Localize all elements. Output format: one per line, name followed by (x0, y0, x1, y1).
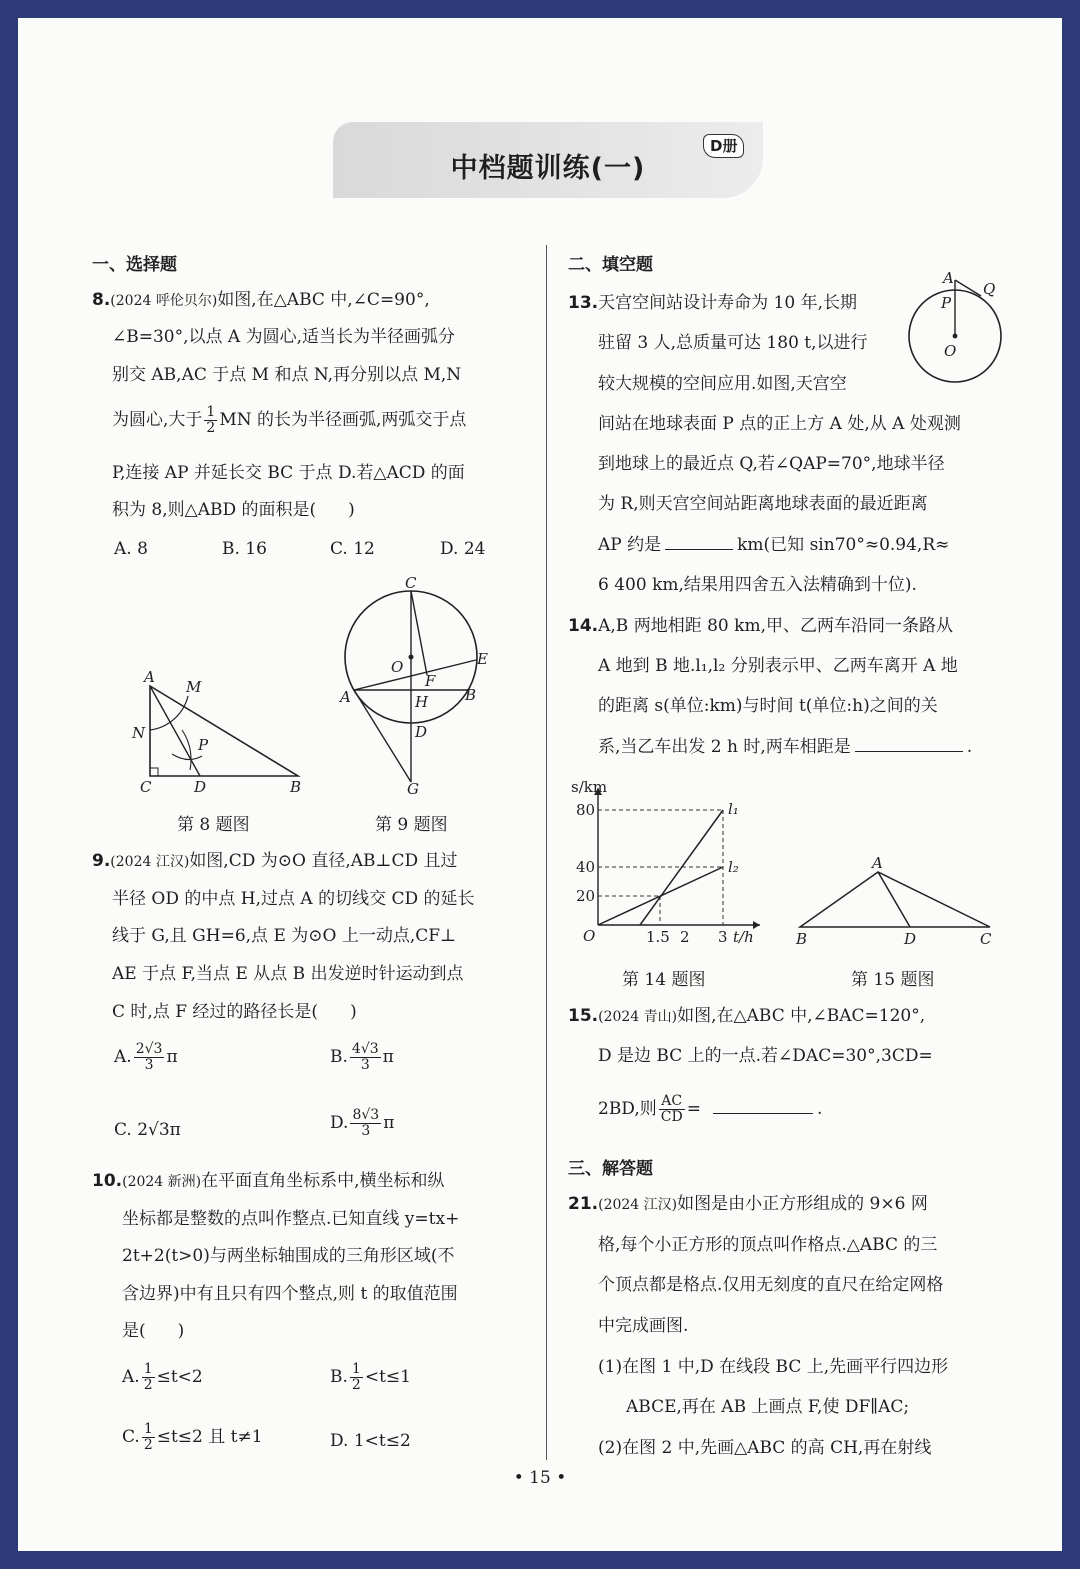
q13-answer-blank[interactable] (665, 533, 733, 550)
q15-text-2: D 是边 BC 上的一点.若∠DAC=30°,3CD= (598, 1046, 933, 1066)
q21-text-2: 格,每个小正方形的顶点叫作格点.△ABC 的三 (598, 1235, 938, 1255)
q10-option-a-den: 2 (143, 1377, 153, 1393)
q21-text-6: ABCE,再在 AB 上画点 F,使 DF∥AC; (626, 1397, 910, 1417)
q9-option-a-pi: π (166, 1047, 178, 1067)
q15-frac-den: CD (660, 1109, 683, 1125)
q15-equals: = (686, 1099, 701, 1119)
q9-option-d-letter: D. (330, 1113, 349, 1133)
q15-label-b: B (796, 930, 808, 948)
q9-text-2: 半径 OD 的中点 H,过点 A 的切线交 CD 的延长 (112, 889, 475, 909)
q9-option-b-pi: π (382, 1047, 394, 1067)
q8-text-4b: MN 的长为半径画弧,两弧交于点 (219, 410, 467, 430)
q8-option-a: A. 8 (114, 539, 148, 559)
q8-figure-caption: 第 8 题图 (177, 815, 250, 835)
q9-label-b: B (465, 686, 477, 704)
q14-label-l2: l₂ (728, 858, 739, 876)
q14-line-4 (598, 735, 972, 758)
q14-tick-2: 2 (680, 928, 690, 946)
q9-label-e: E (477, 650, 488, 668)
q9-option-d-num: 8√3 (352, 1107, 380, 1123)
q9-label-o: O (391, 658, 404, 676)
q9-option-d (330, 1108, 394, 1139)
q15-source: (2024 青山) (598, 1009, 678, 1025)
q10-line-1 (92, 1170, 445, 1193)
q8-label-p: P (198, 736, 209, 754)
page-title: 中档题训练(一) (450, 153, 646, 184)
q10-option-a (122, 1362, 203, 1393)
q10-line-5 (122, 1320, 184, 1342)
q8-paren-close: ) (348, 500, 355, 520)
q9-option-a-num: 2√3 (135, 1041, 163, 1057)
q9-paren-close: ) (350, 1002, 357, 1022)
q8-fraction (204, 405, 217, 436)
q21-text-5: (1)在图 1 中,D 在线段 BC 上,先画平行四边形 (598, 1357, 949, 1377)
q8-text-4a: 为圆心,大于 (112, 410, 203, 430)
q8-line-4 (112, 405, 466, 436)
q14-tick-40: 40 (576, 858, 596, 876)
q15-text-1: 如图,在△ABC 中,∠BAC=120°, (677, 1006, 926, 1026)
q9-label-a: A (340, 688, 351, 706)
q8-source: (2024 呼伦贝尔) (110, 293, 218, 309)
q15-label-c: C (980, 930, 992, 948)
q8-figure (120, 668, 320, 798)
q10-option-b-num: 1 (351, 1361, 361, 1377)
q8-label-m: M (186, 678, 202, 696)
q8-text-3: 别交 AB,AC 于点 M 和点 N,再分别以点 M,N (112, 365, 462, 385)
q15-line-3 (598, 1094, 822, 1125)
q14-number: 14. (568, 616, 599, 636)
q15-label-d: D (904, 930, 917, 948)
q13-number: 13. (568, 293, 599, 313)
q10-option-b-text: <t≤1 (364, 1367, 411, 1387)
q9-option-d-fraction (350, 1108, 381, 1139)
q9-option-b-fraction (350, 1042, 381, 1073)
q14-text-2: A 地到 B 地.l₁,l₂ 分别表示甲、乙两车离开 A 地 (598, 656, 958, 676)
q15-line-1 (568, 1005, 925, 1028)
q8-triangle (150, 686, 298, 776)
q14-line-l2 (598, 867, 723, 925)
q14-figure-caption: 第 14 题图 (622, 970, 706, 990)
q8-label-c: C (140, 778, 152, 796)
q15-frac-num: AC (659, 1094, 685, 1110)
section-choice-heading: 一、选择题 (92, 255, 177, 275)
q9-option-d-den: 3 (361, 1123, 371, 1139)
q13-text-4: 间站在地球表面 P 点的正上方 A 处,从 A 处观测 (598, 414, 961, 434)
q10-option-c-den: 2 (143, 1437, 153, 1453)
q8-number: 8. (92, 290, 111, 310)
q10-option-d: D. 1<t≤2 (330, 1431, 411, 1451)
q9-option-b-letter: B. (330, 1047, 348, 1067)
q9-option-b-den: 3 (360, 1057, 370, 1073)
q13-label-p: P (941, 294, 952, 312)
q9-option-a-den: 3 (144, 1057, 154, 1073)
q13-line-1 (568, 292, 857, 314)
q10-paren-close: ) (177, 1321, 185, 1341)
q10-option-c (122, 1422, 263, 1453)
q8-option-b: B. 16 (222, 539, 267, 559)
q15-fraction (659, 1094, 685, 1125)
section-fill-heading: 二、填空题 (568, 255, 653, 275)
q13-label-o: O (944, 342, 957, 360)
q8-text-2: ∠B=30°,以点 A 为圆心,适当长为半径画弧分 (112, 327, 456, 347)
q9-text-5: C 时,点 F 经过的路径长是( (112, 1002, 319, 1022)
q13-line-aq (955, 280, 981, 296)
q10-source: (2024 新洲) (122, 1174, 202, 1190)
volume-badge: D册 (703, 134, 744, 158)
q8-arc (150, 696, 188, 730)
q15-period: . (816, 1099, 823, 1119)
q10-option-b-fraction (350, 1362, 363, 1393)
q10-option-a-fraction (142, 1362, 155, 1393)
q8-text-6: 积为 8,则△ABD 的面积是( (112, 500, 317, 520)
q9-label-f: F (425, 672, 436, 690)
q14-ylabel: s/km (571, 778, 608, 796)
q13-label-a: A (943, 269, 954, 287)
page-number: • 15 • (513, 1468, 567, 1488)
q15-number: 15. (568, 1006, 599, 1026)
q14-line-1 (568, 615, 953, 637)
q8-arc-p2 (182, 730, 191, 770)
q10-option-c-text: ≤t≤2 且 t≠1 (156, 1427, 263, 1447)
q9-label-d: D (415, 723, 428, 741)
q14-figure (570, 770, 770, 952)
q9-text-1: 如图,CD 为⊙O 直径,AB⊥CD 且过 (189, 851, 458, 871)
q14-period: . (966, 737, 973, 757)
q13-text-7a: AP 约是 (598, 535, 662, 555)
q15-figure-caption: 第 15 题图 (851, 970, 935, 990)
q10-option-b-den: 2 (351, 1377, 361, 1393)
q10-option-c-letter: C. (122, 1427, 140, 1447)
q13-text-7b: km(已知 sin70°≈0.94,R≈ (737, 535, 950, 555)
q8-right-angle (150, 768, 158, 776)
q13-line-7 (598, 533, 949, 556)
q8-line-6 (112, 499, 355, 521)
q15-text-3a: 2BD,则 (598, 1099, 657, 1119)
q9-option-a (114, 1042, 178, 1073)
q9-number: 9. (92, 851, 111, 871)
q9-label-g: G (407, 780, 419, 797)
q9-center-dot (409, 655, 414, 660)
q10-text-5: 是( (122, 1321, 146, 1341)
q14-answer-blank[interactable] (855, 735, 963, 752)
q8-option-d: D. 24 (440, 539, 486, 559)
q8-label-n: N (132, 724, 146, 742)
q15-figure (792, 852, 1002, 952)
q13-center-dot (953, 334, 958, 339)
q14-tick-1-5: 1.5 (646, 928, 670, 946)
q9-line-cf (411, 591, 427, 675)
q9-option-b (330, 1042, 394, 1073)
q8-arc-p1 (172, 754, 202, 760)
q10-text-3: 2t+2(t>0)与两坐标轴围成的三角形区域(不 (122, 1246, 455, 1266)
q21-text-1: 如图是由小正方形组成的 9×6 网 (677, 1194, 928, 1214)
q10-text-2: 坐标都是整数的点叫作整点.已知直线 y=tx+ (122, 1209, 460, 1229)
column-divider (546, 245, 547, 1460)
q10-option-a-letter: A. (122, 1367, 140, 1387)
q9-option-a-fraction (134, 1042, 165, 1073)
q13-text-6: 为 R,则天宫空间站距离地球表面的最近距离 (598, 494, 928, 514)
q10-number: 10. (92, 1171, 123, 1191)
q13-label-q: Q (983, 280, 996, 298)
q8-line-1 (92, 289, 430, 312)
q9-line-ae (354, 660, 476, 690)
q9-line-ag (354, 690, 411, 782)
q10-option-c-fraction (142, 1422, 155, 1453)
q9-line-1 (92, 850, 458, 873)
q8-text-1: 如图,在△ABC 中,∠C=90°, (217, 290, 430, 310)
q9-label-h: H (415, 693, 429, 711)
q21-text-7: (2)在图 2 中,先画△ABC 的高 CH,再在射线 (598, 1438, 932, 1458)
q21-number: 21. (568, 1194, 599, 1214)
q10-option-c-num: 1 (143, 1421, 153, 1437)
q9-text-3: 线于 G,且 GH=6,点 E 为⊙O 上一动点,CF⊥ (112, 926, 457, 946)
q21-text-3: 个顶点都是格点.仅用无刻度的直尺在给定网格 (598, 1275, 944, 1295)
q13-text-1: 天宫空间站设计寿命为 10 年,长期 (598, 293, 857, 313)
q10-option-a-text: ≤t<2 (156, 1367, 203, 1387)
q13-text-3: 较大规模的空间应用.如图,天宫空 (598, 374, 847, 394)
q8-segment-ad (150, 686, 200, 776)
q14-origin: O (583, 927, 596, 945)
q10-text-1: 在平面直角坐标系中,横坐标和纵 (201, 1171, 445, 1191)
q9-line-5 (112, 1001, 357, 1023)
q10-option-b (330, 1362, 411, 1393)
q14-text-3: 的距离 s(单位:km)与时间 t(单位:h)之间的关 (598, 696, 938, 716)
q13-figure (905, 268, 1013, 388)
q14-tick-20: 20 (576, 887, 596, 905)
q21-source: (2024 江汉) (598, 1197, 678, 1213)
q8-label-b: B (290, 778, 302, 796)
q10-option-a-num: 1 (143, 1361, 153, 1377)
q8-frac-num: 1 (206, 404, 216, 420)
q15-triangle (800, 872, 990, 927)
q10-text-4: 含边界)中有且只有四个整点,则 t 的取值范围 (122, 1284, 458, 1304)
q14-label-l1: l₁ (728, 800, 739, 818)
q9-figure-caption: 第 9 题图 (375, 815, 448, 835)
q9-option-a-letter: A. (114, 1047, 132, 1067)
q10-option-b-letter: B. (330, 1367, 348, 1387)
q8-frac-den: 2 (206, 420, 216, 436)
q21-line-1 (568, 1193, 928, 1216)
q14-tick-80: 80 (576, 801, 596, 819)
q9-option-d-pi: π (383, 1113, 395, 1133)
q21-text-4: 中完成画图. (598, 1316, 689, 1336)
q9-text-4: AE 于点 F,当点 E 从点 B 出发逆时针运动到点 (112, 964, 464, 984)
section-answer-heading: 三、解答题 (568, 1159, 653, 1179)
q9-option-b-num: 4√3 (351, 1041, 379, 1057)
q13-text-5: 到地球上的最近点 Q,若∠QAP=70°,地球半径 (598, 454, 945, 474)
q8-label-d: D (194, 778, 207, 796)
q14-tick-3: 3 (718, 928, 728, 946)
q8-option-c: C. 12 (330, 539, 375, 559)
q8-text-5: P,连接 AP 并延长交 BC 于点 D.若△ACD 的面 (112, 463, 465, 483)
q9-option-c: C. 2√3π (114, 1120, 181, 1140)
q15-label-a: A (872, 854, 883, 872)
q15-answer-blank[interactable] (713, 1097, 813, 1114)
q9-label-c: C (405, 574, 417, 592)
q14-x-arrow (753, 921, 760, 929)
q14-text-4: 系,当乙车出发 2 h 时,两车相距是 (598, 737, 851, 757)
q9-figure (335, 572, 495, 797)
q14-xlabel: t/h (733, 928, 754, 946)
q14-text-1: A,B 两地相距 80 km,甲、乙两车沿同一条路从 (598, 616, 953, 636)
q9-source: (2024 江汉) (110, 854, 190, 870)
q13-text-2: 驻留 3 人,总质量可达 180 t,以进行 (598, 333, 868, 353)
q8-label-a: A (144, 668, 155, 686)
q13-text-8: 6 400 km,结果用四舍五入法精确到十位). (598, 575, 917, 595)
